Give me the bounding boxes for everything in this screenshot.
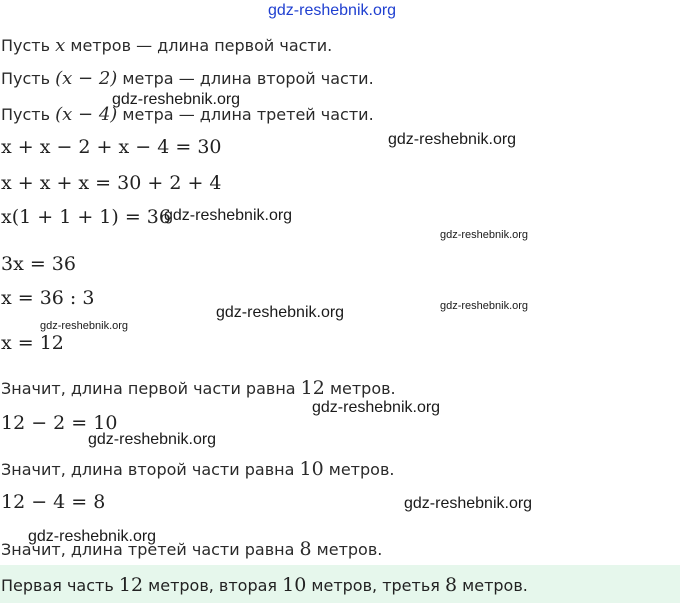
s2-number: 10 [299,458,324,480]
answer-suffix: метров. [457,576,528,595]
text-line-second-part [1,68,374,89]
equation-4: 3x = 36 [1,253,76,275]
text-line-first-part [1,35,332,56]
s2-prefix: Значит, длина второй части равна [1,460,300,479]
watermark: gdz-reshebnik.org [28,528,157,545]
answer-middle-1: метров, вторая [143,576,283,595]
answer-number-2: 10 [282,574,307,596]
l2-expression: (x − 2) [55,68,118,89]
l1-suffix: метров — длина первой части. [65,36,333,55]
watermark: gdz-reshebnik.org [216,304,345,321]
statement-first-part [1,377,396,399]
equation-7: 12 − 2 = 10 [1,412,118,434]
watermark: gdz-reshebnik.org [440,229,529,241]
equation-6: x = 12 [1,332,64,354]
l3-prefix: Пусть [1,105,56,124]
l3-suffix: метра — длина третей части. [117,105,374,124]
watermark: gdz-reshebnik.org [164,207,293,224]
watermark: gdz-reshebnik.org [88,431,217,448]
answer-box [0,565,680,603]
s1-number: 12 [300,377,325,399]
s3-number: 8 [299,538,312,560]
equation-1: x + x − 2 + x − 4 = 30 [1,136,222,158]
answer-number-3: 8 [444,574,458,596]
l3-expression: (x − 4) [55,104,118,125]
l1-prefix: Пусть [1,36,56,55]
statement-second-part [1,458,394,480]
s2-suffix: метров. [323,460,395,479]
l1-variable: x [55,35,66,56]
watermark: gdz-reshebnik.org [312,399,441,416]
l2-suffix: метра — длина второй части. [117,69,374,88]
answer-middle-2: метров, третья [306,576,445,595]
equation-8: 12 − 4 = 8 [1,491,106,513]
watermark: gdz-reshebnik.org [404,495,533,512]
s1-prefix: Значит, длина первой части равна [1,379,301,398]
watermark: gdz-reshebnik.org [112,91,241,108]
s3-prefix: Значит, длина третей части равна [1,540,300,559]
s1-suffix: метров. [324,379,396,398]
s3-suffix: метров. [311,540,383,559]
answer-number-1: 12 [118,574,144,596]
watermark: gdz-reshebnik.org [388,131,517,148]
l2-prefix: Пусть [1,69,56,88]
answer-text [1,574,528,596]
equation-2: x + x + x = 30 + 2 + 4 [1,172,222,194]
watermark: gdz-reshebnik.org [40,320,129,332]
equation-5: x = 36 : 3 [1,287,95,309]
top-watermark: gdz-reshebnik.org [268,2,397,19]
answer-prefix: Первая часть [1,576,119,595]
equation-3: x(1 + 1 + 1) = 36 [1,206,171,228]
watermark: gdz-reshebnik.org [440,300,529,312]
